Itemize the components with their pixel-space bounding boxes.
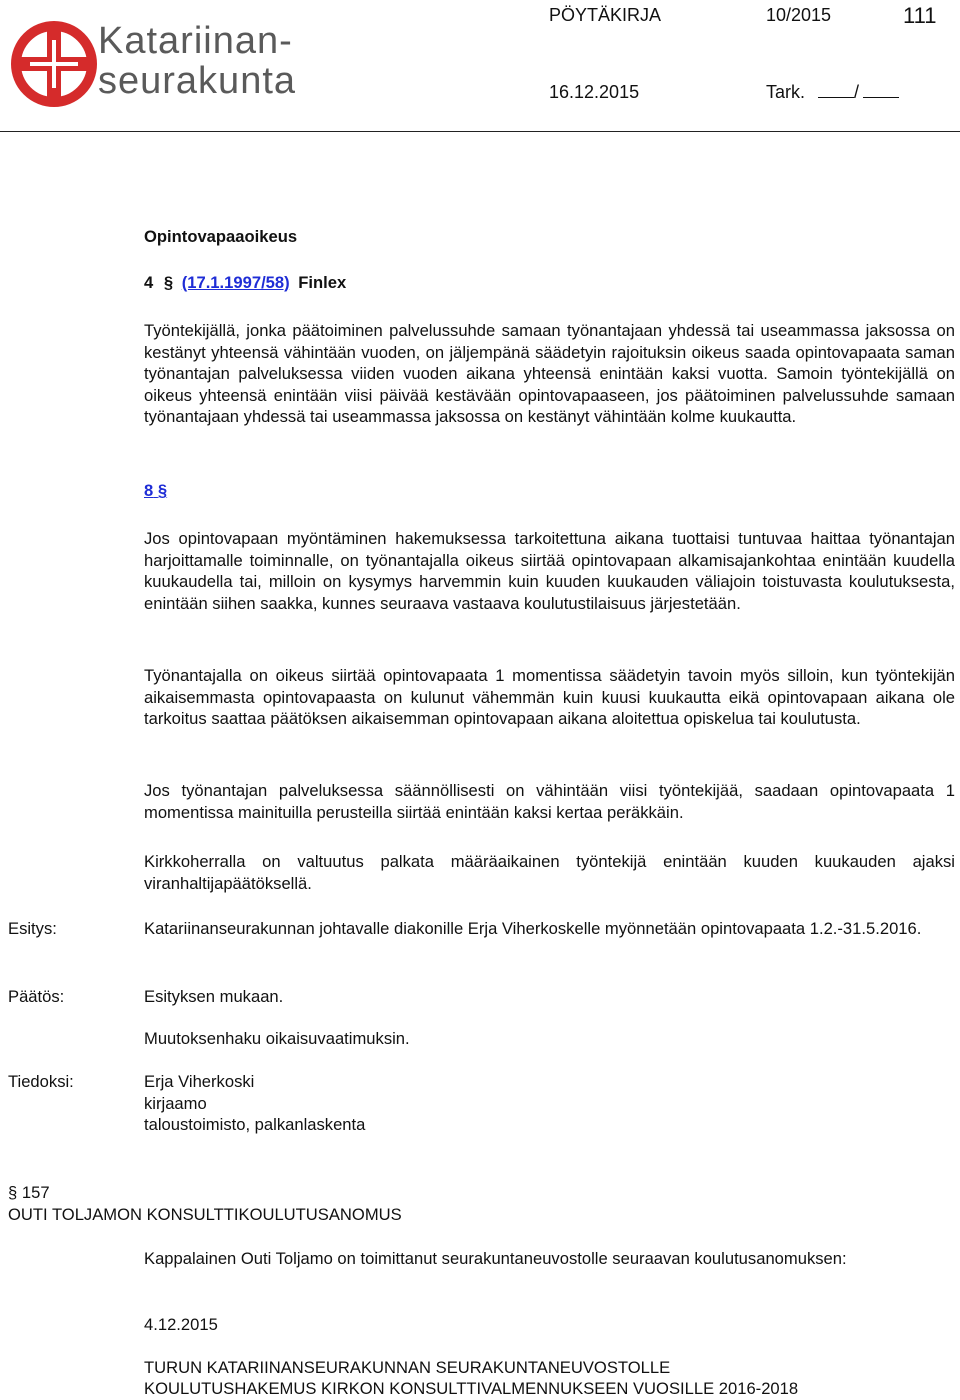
application-date: 4.12.2015	[144, 1315, 218, 1334]
header-divider	[0, 131, 960, 132]
paragraph-8-moment-1: Jos opintovapaan myöntäminen hakemuksessa tarkoitettuna aikana tuottaisi tuntuvaa haittaa työnantajan harjoittamalle toiminnalle, on työnantajalla oikeus siirtää opintovapaan alkamisajankohtaa enintään kuudella kuukaudella tai, milloin on kysymys harvemmin kuin kuuden kuukauden väliajoin toistuvasta koulutuksesta, enintään siihen saakka, kunnes seuraava vastaava koulutustilaisuus järjestetään.	[144, 529, 955, 613]
logo-line-1: Katariinan-	[98, 20, 293, 62]
paragraph-8-heading	[144, 480, 955, 502]
decision-text: Esityksen mukaan.	[144, 987, 284, 1006]
proposal-text: Katariinanseurakunnan johtavalle diakonille Erja Viherkoskelle myönnetään opintovapaata 1.2.-31.5.2016.	[144, 919, 922, 938]
finlex-reference-link[interactable]: (17.1.1997/58)	[181, 273, 290, 292]
check-field	[766, 82, 899, 103]
notify-item: Erja Viherkoski	[144, 1072, 255, 1091]
section-symbol: §	[8, 1183, 18, 1202]
paragraph-8-link[interactable]: 8 §	[144, 481, 168, 500]
appeal-note: Muutoksenhaku oikaisuvaatimuksin.	[144, 1029, 410, 1048]
parish-logo	[8, 18, 297, 110]
check-label: Tark.	[766, 82, 806, 102]
check-separator: /	[854, 82, 860, 102]
decision-label: Päätös:	[8, 987, 65, 1006]
parish-cross-logo-icon	[8, 18, 100, 110]
doc-type: PÖYTÄKIRJA	[549, 5, 662, 25]
paragraph-4-number: 4	[144, 273, 154, 292]
page-number: 111	[903, 3, 937, 28]
section-symbol: §	[163, 273, 174, 292]
section-title: Opintovapaaoikeus	[144, 227, 298, 246]
notify-label: Tiedoksi:	[8, 1072, 74, 1091]
finlex-source: Finlex	[298, 273, 347, 292]
meeting-date: 16.12.2015	[549, 82, 640, 102]
notify-item: kirjaamo	[144, 1093, 207, 1113]
notify-item: taloustoimisto, palkanlaskenta	[144, 1115, 366, 1134]
item-157-text: Kappalainen Outi Toljamo on toimittanut seurakuntaneuvostolle seuraavan koulutusanomuksen:	[144, 1249, 847, 1268]
paragraph-4-text: Työntekijällä, jonka päätoiminen palvelussuhde samaan työnantajaan yhdessä tai useammassa jaksossa on kestänyt yhteensä vähintään vuoden, on jäljempänä säädetyin rajoituksin oikeus saada opintovapaata saman työnantajan palveluksessa viiden vuoden aikana yhteensä enintään kaksi vuotta. Samoin työntekijällä on oikeus yhteensä enintään viisi päivää kestävään opintovapaaseen, jos päätoiminen palvelussuhde samaan työnantajaan yhdessä tai useammassa jaksossa on kestänyt vähintään kolme kuukautta.	[144, 321, 955, 426]
proposal-label: Esitys:	[8, 919, 57, 938]
notify-list	[144, 1071, 955, 1136]
authorization-note: Kirkkoherralla on valtuutus palkata määräaikainen työntekijä enintään kuuden kuukauden ajaksi viranhaltijapäätöksellä.	[144, 852, 955, 893]
address-line-2: KOULUTUSHAKEMUS KIRKON KONSULTTIVALMENNUKSEEN VUOSILLE 2016-2018	[144, 1379, 799, 1398]
item-157-title: OUTI TOLJAMON KONSULTTIKOULUTUSANOMUS	[8, 1205, 402, 1224]
paragraph-8-moment-2: Työnantajalla on oikeus siirtää opintovapaata 1 momentissa säädetyin tavoin myös silloin, kun työntekijän aikaisemmasta opintovapaasta on kulunut vähemmän kuin kuusi kuukautta eikä opintovapaan aikana ole tarkoitus saattaa päätöksen aikaisemman opintovapaan aikana aloitettua opiskelua tai koulutusta.	[144, 666, 955, 728]
logo-line-2: seurakunta	[98, 60, 297, 102]
check-blank-1	[818, 82, 854, 98]
address-line-1: TURUN KATARIINANSEURAKUNNAN SEURAKUNTANEUVOSTOLLE	[144, 1358, 671, 1377]
item-157-number: § 157	[8, 1183, 50, 1202]
doc-number: 10/2015	[766, 5, 832, 25]
paragraph-8-moment-3: Jos työnantajan palveluksessa säännöllisesti on vähintään viisi työntekijää, saadaan opintovapaata 1 momentissa mainituilla perusteilla siirtää enintään kaksi kertaa peräkkäin.	[144, 781, 955, 822]
paragraph-4-heading	[144, 272, 955, 294]
check-blank-2	[863, 82, 899, 98]
